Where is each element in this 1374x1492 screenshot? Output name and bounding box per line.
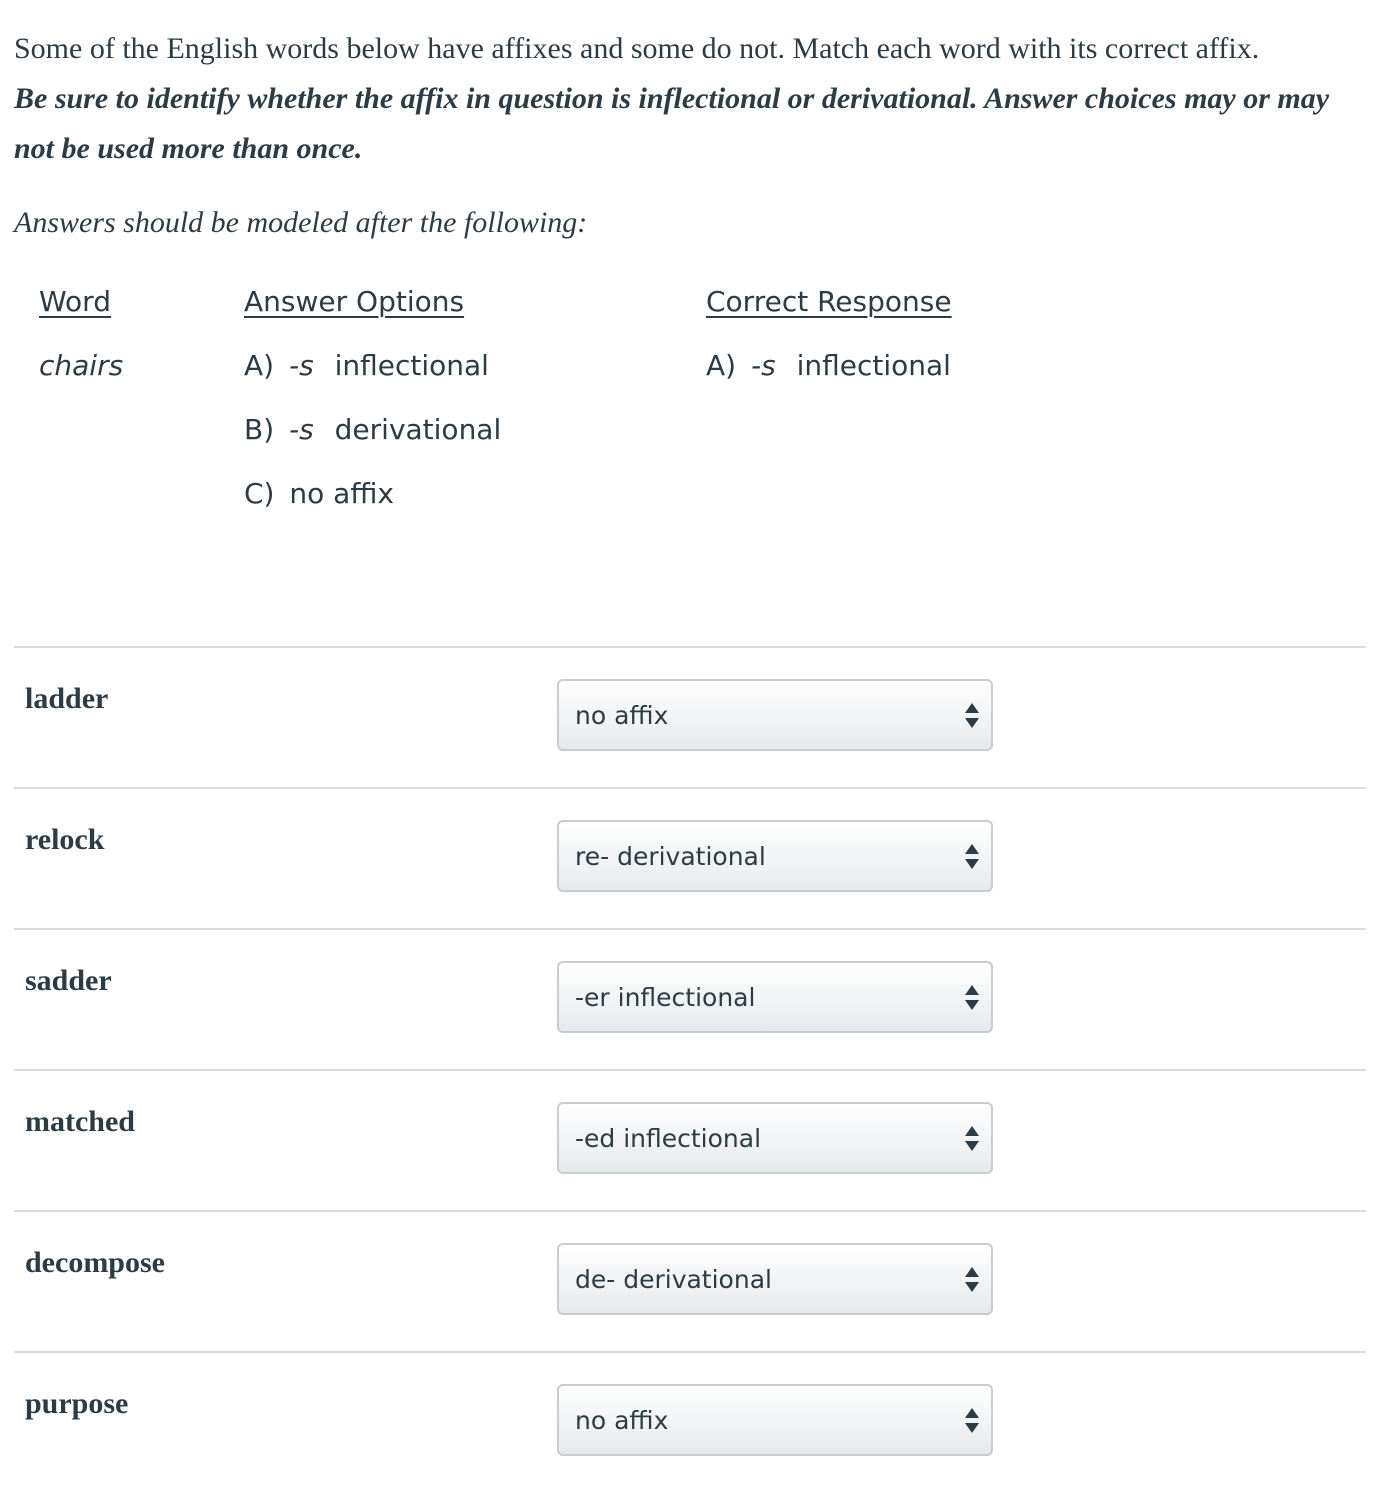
example-option-b bbox=[244, 410, 501, 450]
answer-row bbox=[14, 646, 1366, 787]
option-letter: A) bbox=[244, 349, 275, 382]
example-header-word: Word bbox=[39, 285, 111, 318]
example-header-options: Answer Options bbox=[244, 285, 465, 318]
instructions-emphasis: Be sure to identify whether the affix in question is inflectional or derivational. Answer choices may or may not be used more than once. bbox=[14, 82, 1330, 165]
up-down-caret-icon bbox=[965, 703, 979, 731]
answer-word: sadder bbox=[25, 964, 112, 997]
option-letter: B) bbox=[244, 413, 275, 446]
example-response bbox=[706, 346, 951, 386]
select-value: de- derivational bbox=[575, 1265, 772, 1294]
answer-word: decompose bbox=[25, 1246, 165, 1279]
instructions-intro: Some of the English words below have affixes and some do not. Match each word with its correct affix. bbox=[14, 32, 1260, 65]
answer-row bbox=[14, 928, 1366, 1069]
answer-select[interactable] bbox=[557, 1102, 993, 1174]
response-affix: -s bbox=[750, 349, 776, 382]
option-type: derivational bbox=[334, 413, 502, 446]
answer-row bbox=[14, 787, 1366, 928]
answer-select[interactable] bbox=[557, 820, 993, 892]
answer-word: ladder bbox=[25, 682, 109, 715]
example-header-response: Correct Response bbox=[706, 285, 952, 318]
example-word: chairs bbox=[39, 349, 124, 382]
option-type: no affix bbox=[289, 477, 394, 510]
answer-word: matched bbox=[25, 1105, 135, 1138]
select-value: re- derivational bbox=[575, 842, 766, 871]
option-affix: -s bbox=[288, 349, 314, 382]
option-affix: -s bbox=[289, 413, 314, 446]
matching-questions bbox=[14, 646, 1366, 1492]
up-down-caret-icon bbox=[965, 985, 979, 1013]
option-type: inflectional bbox=[334, 349, 489, 382]
question-instructions bbox=[14, 24, 1364, 174]
answer-row bbox=[14, 1351, 1366, 1492]
response-type: inflectional bbox=[796, 349, 951, 382]
answer-select[interactable] bbox=[557, 961, 993, 1033]
example-option-a bbox=[244, 346, 489, 386]
select-value: no affix bbox=[575, 1406, 669, 1435]
up-down-caret-icon bbox=[965, 844, 979, 872]
up-down-caret-icon bbox=[965, 1408, 979, 1436]
select-value: -er inflectional bbox=[575, 983, 756, 1012]
answer-row bbox=[14, 1210, 1366, 1351]
response-letter: A) bbox=[706, 349, 737, 382]
option-letter: C) bbox=[244, 477, 275, 510]
answer-word: relock bbox=[25, 823, 105, 856]
up-down-caret-icon bbox=[965, 1126, 979, 1154]
select-value: -ed inflectional bbox=[575, 1124, 762, 1153]
answer-select[interactable] bbox=[557, 1384, 993, 1456]
example-option-c bbox=[244, 474, 394, 514]
answer-row bbox=[14, 1069, 1366, 1210]
model-line: Answers should be modeled after the following: bbox=[14, 206, 588, 239]
up-down-caret-icon bbox=[965, 1267, 979, 1295]
answer-select[interactable] bbox=[557, 1243, 993, 1315]
select-value: no affix bbox=[575, 701, 669, 730]
answer-select[interactable] bbox=[557, 679, 993, 751]
answer-word: purpose bbox=[25, 1387, 129, 1420]
